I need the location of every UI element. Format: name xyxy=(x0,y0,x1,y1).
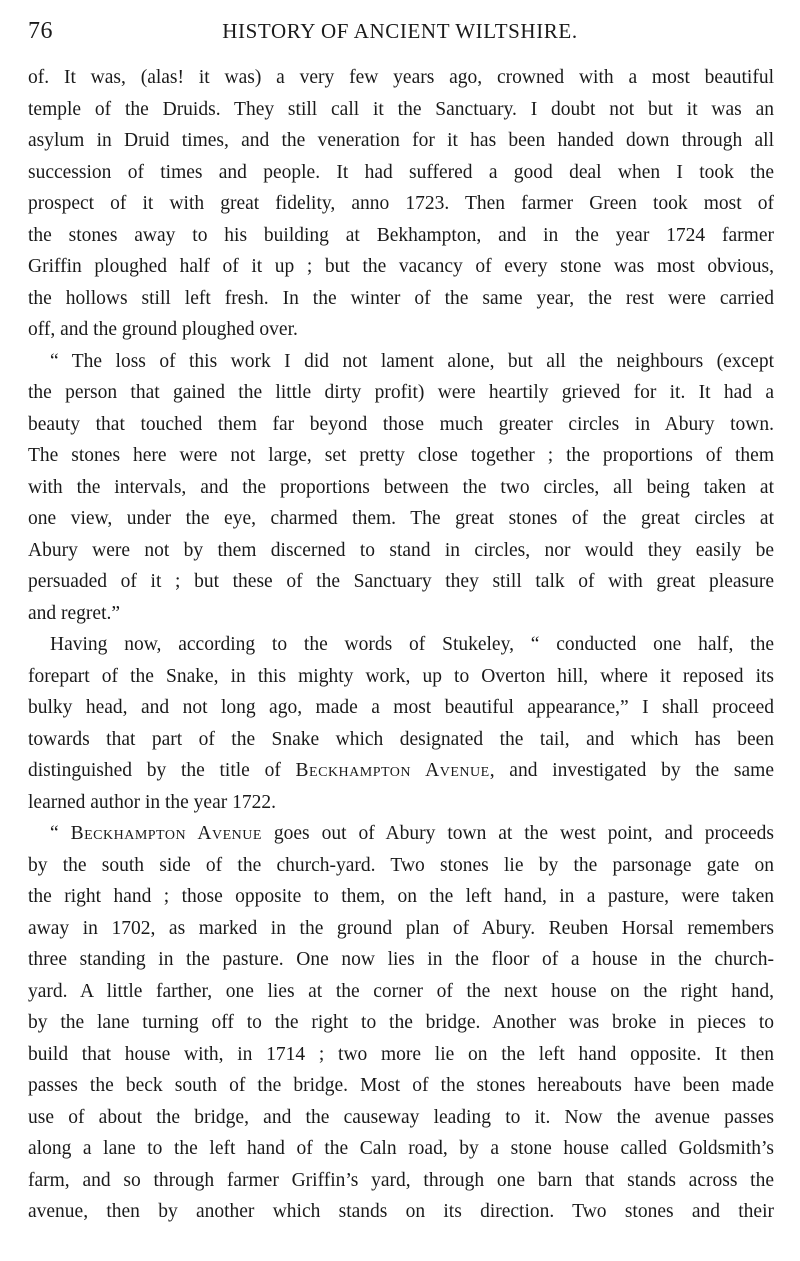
page-header xyxy=(28,14,772,48)
text-line: Having now, according to the words of Stukeley, “ conducted one half, the xyxy=(50,634,774,655)
text-line: passes the beck south of the bridge. Most of the stones hereabouts have been made xyxy=(28,1075,774,1096)
text-line: bulky head, and not long ago, made a most beautiful appearance,” I shall proceed xyxy=(28,697,774,718)
running-title: HISTORY OF ANCIENT WILTSHIRE. xyxy=(222,19,578,43)
text-line: yard. A little farther, one lies at the corner of the next house on the right hand, xyxy=(28,980,774,1002)
text-line: away in 1702, as marked in the ground plan of Abury. Reuben Horsal remembers xyxy=(28,917,774,939)
text-line: by the lane turning off to the right to the bridge. Another was broke in pieces to xyxy=(28,1012,774,1033)
body-text xyxy=(28,62,774,1228)
text-line: three standing in the pasture. One now lies in the floor of a house in the church- xyxy=(28,949,774,970)
text-line: farm, and so through farmer Griffin’s yard, through one barn that stands across the xyxy=(28,1169,774,1191)
text-line: the right hand ; those opposite to them, on the left hand, in a pasture, were taken xyxy=(28,886,774,907)
text-line: by the south side of the church-yard. Two stones lie by the parsonage gate on xyxy=(28,854,774,876)
text-line: “ The loss of this work I did not lament alone, but all the neighbours (except xyxy=(50,350,774,372)
text-line: towards that part of the Snake which designated the tail, and which has been xyxy=(28,728,774,750)
text-line: and regret.” xyxy=(28,602,121,624)
text-line: use of about the bridge, and the causeway leading to it. Now the avenue passes xyxy=(28,1106,774,1128)
text-line: off, and the ground ploughed over. xyxy=(28,319,298,340)
text-line: build that house with, in 1714 ; two more lie on the left hand opposite. It then xyxy=(28,1043,774,1065)
text-line: along a lane to the left hand of the Caln road, by a stone house called Goldsmith’s xyxy=(28,1138,774,1159)
text-line: asylum in Druid times, and the veneration for it has been handed down through all xyxy=(28,130,774,151)
text-line: distinguished by the title of Beckhampton Avenue, and investigated by the same xyxy=(28,760,774,781)
text-line: Griffin ploughed half of it up ; but the vacancy of every stone was most obvious, xyxy=(28,256,774,277)
page-number: 76 xyxy=(28,18,53,44)
text-line: learned author in the year 1722. xyxy=(28,791,276,813)
text-line: forepart of the Snake, in this mighty work, up to Overton hill, where it reposed its xyxy=(28,665,774,687)
text-line: The stones here were not large, set pretty close together ; the proportions of them xyxy=(28,445,774,466)
text-line: the hollows still left fresh. In the winter of the same year, the rest were carried xyxy=(28,287,774,309)
text-line: prospect of it with great fidelity, anno 1723. Then farmer Green took most of xyxy=(28,193,774,214)
avenue-name: Beckhampton Avenue xyxy=(295,760,490,781)
text-line: of. It was, (alas! it was) a very few years ago, crowned with a most beautiful xyxy=(28,67,774,88)
text-line: “ Beckhampton Avenue goes out of Abury town at the west point, and proceeds xyxy=(50,823,775,844)
avenue-name: Beckhampton Avenue xyxy=(70,823,262,844)
text-line: the person that gained the little dirty profit) were heartily grieved for it. It had a xyxy=(28,382,774,403)
text-line: temple of the Druids. They still call it the Sanctuary. I doubt not but it was an xyxy=(28,98,774,120)
text-line: Abury were not by them discerned to stand in circles, nor would they easily be xyxy=(28,539,774,561)
text-line: persuaded of it ; but these of the Sanctuary they still talk of with great pleasure xyxy=(28,571,774,592)
text-line: the stones away to his building at Bekhampton, and in the year 1724 farmer xyxy=(28,224,774,246)
text-line: with the intervals, and the proportions between the two circles, all being taken at xyxy=(28,476,774,498)
text-line: succession of times and people. It had suffered a good deal when I took the xyxy=(28,161,774,183)
text-line: one view, under the eye, charmed them. The great stones of the great circles at xyxy=(28,508,774,529)
text-line: avenue, then by another which stands on its direction. Two stones and their xyxy=(28,1201,774,1222)
text-line: beauty that touched them far beyond those much greater circles in Abury town. xyxy=(28,413,774,435)
